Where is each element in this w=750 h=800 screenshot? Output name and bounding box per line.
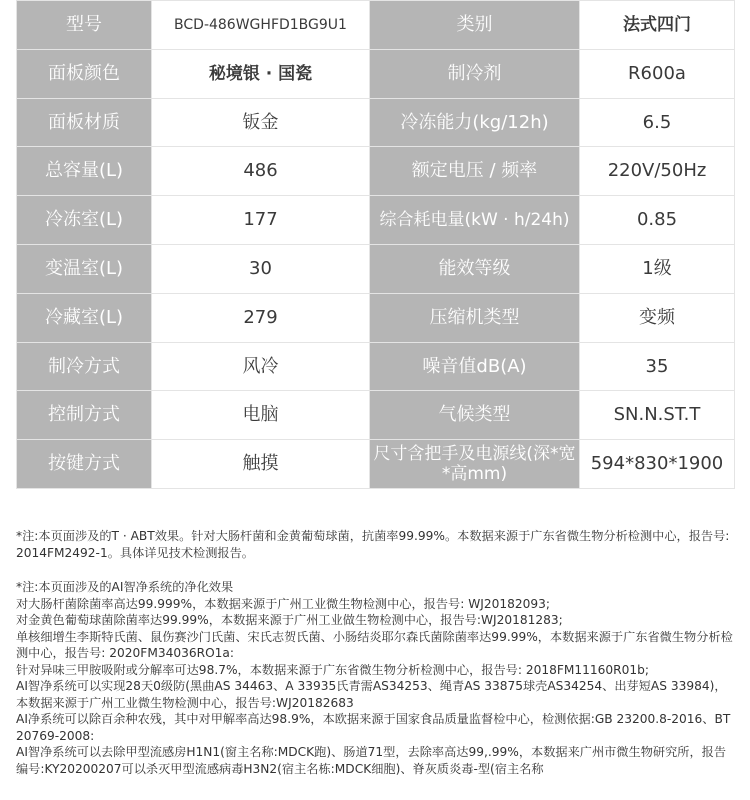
table-row xyxy=(17,440,735,489)
footnote-abt: *注:本页面涉及的T · ABT效果。针对大肠杆菌和金黄葡萄球菌，抗菌率99.99%。本数据来源于广东省微生物分析检测中心，报告号: 2014FM2492-1。具体详见技术检测报告。 xyxy=(16,529,730,560)
spec-value: 电脑 xyxy=(152,391,370,440)
spec-value: 1级 xyxy=(580,244,735,293)
table-row xyxy=(17,98,735,147)
table-row xyxy=(17,293,735,342)
spec-value: R600a xyxy=(580,49,735,98)
table-row xyxy=(17,147,735,196)
spec-value: 6.5 xyxy=(580,98,735,147)
footnote-line: AI智净系统可以实现28天0级防(黑曲AS 34463、A 33935氏青需AS34253、绳青AS 33875球壳AS34254、出芽短AS 33984)，本数据来源于广州工业微生物检测中心，报告号:WJ20182683 xyxy=(16,679,727,710)
spec-label: 冷冻能力(kg/12h) xyxy=(370,98,580,147)
spec-value: BCD-486WGHFD1BG9U1 xyxy=(152,1,370,50)
spec-value: 法式四门 xyxy=(580,1,735,50)
spec-value: 秘境银 · 国瓷 xyxy=(152,49,370,98)
table-row xyxy=(17,391,735,440)
footnote-line: 对金黄色葡萄球菌除菌率达99.99%，本数据来源于广州工业做生物检测中心，报告号:WJ20181283; xyxy=(16,613,563,627)
footnotes xyxy=(16,528,738,777)
spec-label: 额定电压 / 频率 xyxy=(370,147,580,196)
footnote-line: AI智净系统可以去除甲型流感房H1N1(窗主名称:MDCK跑)、肠道71型，去除率高达99,.99%，本数据来广州市微生物研究所，报告编号:KY20200207可以杀灭甲型流感病毒H3N2(宿主名栋:MDCK细胞)、脊灰质炎毒-型(宿主名称 xyxy=(16,745,727,776)
spec-value: 279 xyxy=(152,293,370,342)
spec-label: 气候类型 xyxy=(370,391,580,440)
spec-value: 220V/50Hz xyxy=(580,147,735,196)
spec-table-body xyxy=(17,1,735,489)
spec-value: 35 xyxy=(580,342,735,391)
spec-value: 变频 xyxy=(580,293,735,342)
table-row xyxy=(17,1,735,50)
spec-label: 冷藏室(L) xyxy=(17,293,152,342)
spec-value: 0.85 xyxy=(580,196,735,245)
footnote-line: AI净系统可以除百余种农残，其中对甲解率高达98.9%，本欧据来源于国家食品质量监督检中心，检测依据:GB 23200.8-2016、BT 20769-2008: xyxy=(16,712,731,743)
footnote-line: 单核细增生李斯特氏菌、鼠伤赛沙门氏菌、宋氏志贺氏菌、小肠结炎耶尔森氏菌除菌率达99.99%，本数据来源于广东省微生物分析检测中心，报告号: 2020FM34036RO1a: xyxy=(16,629,733,660)
spec-label: 总容量(L) xyxy=(17,147,152,196)
spec-value: 177 xyxy=(152,196,370,245)
spec-label: 变温室(L) xyxy=(17,244,152,293)
spec-value: 30 xyxy=(152,244,370,293)
footnote-line: *注:本页面涉及的AI智净系统的净化效果 xyxy=(16,580,234,594)
spec-value: 钣金 xyxy=(152,98,370,147)
spec-label: 型号 xyxy=(17,1,152,50)
spec-label: 面板材质 xyxy=(17,98,152,147)
footnote-spacer xyxy=(16,561,738,579)
spec-value: 触摸 xyxy=(152,440,370,489)
spec-label: 按键方式 xyxy=(17,440,152,489)
spec-label: 制冷方式 xyxy=(17,342,152,391)
spec-label: 能效等级 xyxy=(370,244,580,293)
spec-label: 冷冻室(L) xyxy=(17,196,152,245)
table-row xyxy=(17,49,735,98)
spec-value: 风冷 xyxy=(152,342,370,391)
spec-value: SN.N.ST.T xyxy=(580,391,735,440)
spec-label: 制冷剂 xyxy=(370,49,580,98)
table-row xyxy=(17,244,735,293)
spec-label: 尺寸含把手及电源线(深*宽*高mm) xyxy=(370,440,580,489)
footnote-line: 对大肠杆菌除菌率高达99.999%，本数据来源于广州工业微生物检测中心，报告号: WJ20182093; xyxy=(16,596,550,611)
table-row xyxy=(17,342,735,391)
footnote-line: 针对异味三甲胺吸附或分解率可达98.7%，本数据来源于广东省微生物分析检测中心，报告号: 2018FM11160R01b; xyxy=(16,662,649,677)
spec-value: 594*830*1900 xyxy=(580,440,735,489)
spec-label: 综合耗电量(kW · h/24h) xyxy=(370,196,580,245)
spec-label: 噪音值dB(A) xyxy=(370,342,580,391)
spec-label: 控制方式 xyxy=(17,391,152,440)
spec-value: 486 xyxy=(152,147,370,196)
spec-table xyxy=(16,0,735,489)
spec-label: 类别 xyxy=(370,1,580,50)
spec-label: 面板颜色 xyxy=(17,49,152,98)
spec-label: 压缩机类型 xyxy=(370,293,580,342)
table-row xyxy=(17,196,735,245)
